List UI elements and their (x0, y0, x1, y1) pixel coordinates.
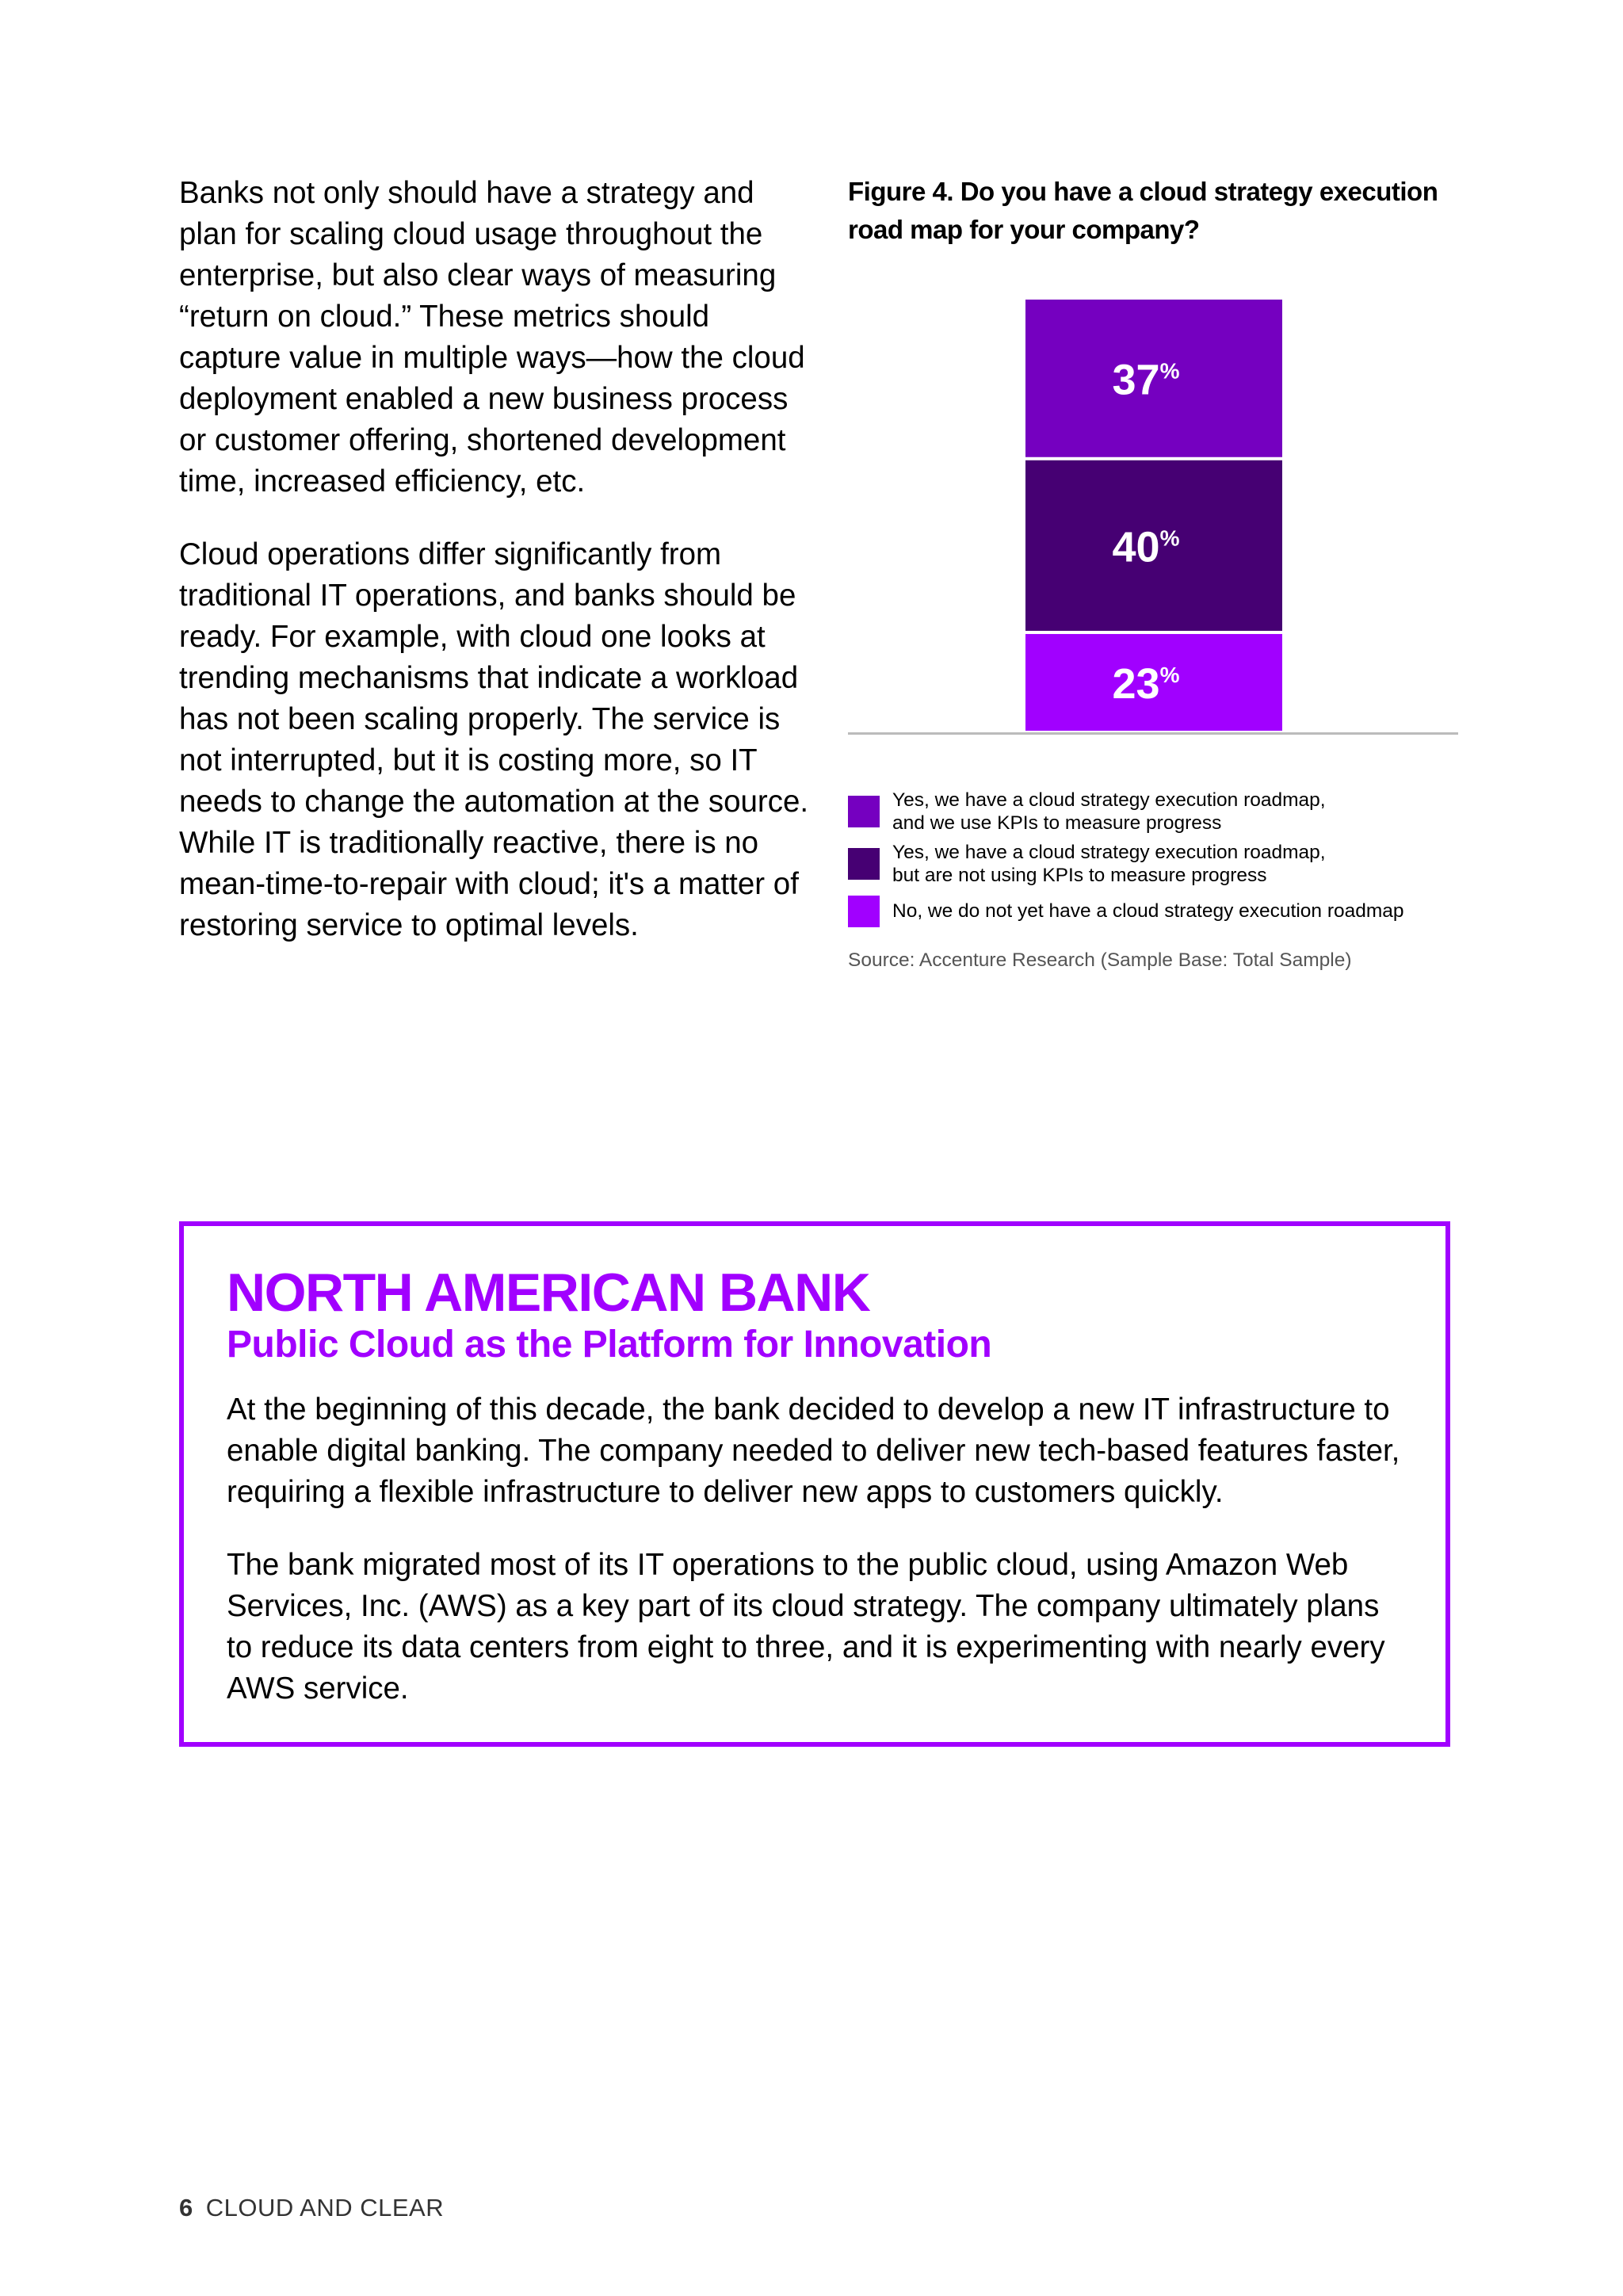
figure-title: Figure 4. Do you have a cloud strategy execution road map for your company? (848, 177, 1438, 244)
body-text-column (179, 173, 813, 978)
figure-source: Source: Accenture Research (Sample Base: Total Sample) (848, 949, 1352, 971)
legend-swatch (848, 848, 880, 880)
bar-value-label: 23% (1112, 659, 1180, 708)
chart-svg (848, 296, 1458, 742)
body-paragraph: Banks not only should have a strategy and plan for scaling cloud usage throughout the enterprise, but also clear ways of measuring “return on cloud.” These metrics should capture value in multiple ways—how the cloud deployment enabled a new business process or customer offering, shortened development time, increased efficiency, etc. (179, 176, 805, 499)
page-number: 6 (179, 2194, 193, 2222)
legend-item-no-roadmap (848, 893, 1482, 931)
bar-value-label: 37% (1112, 356, 1180, 404)
legend-label-line: Yes, we have a cloud strategy execution roadmap, (892, 789, 1326, 811)
case-study-box (179, 1221, 1450, 1747)
legend-item-no-kpis (848, 841, 1482, 887)
legend-label-line: but are not using KPIs to measure progress (892, 865, 1267, 886)
legend-item-kpis (848, 789, 1482, 835)
body-paragraph: Cloud operations differ significantly from traditional IT operations, and banks should be ready. For example, with cloud one looks at trending mechanisms that indicate a workload has not been scaling properly. The service is not interrupted, but it is costing more, so IT needs to change the automation at the source. While IT is traditionally reactive, there is no mean-time-to-repair with cloud; it's a matter of restoring service to optimal levels. (179, 537, 809, 942)
case-study-subtitle: Public Cloud as the Platform for Innovation (227, 1324, 992, 1366)
case-study-title: NORTH AMERICAN BANK (227, 1263, 870, 1323)
stacked-bar-chart (848, 296, 1458, 742)
legend-swatch (848, 896, 880, 927)
chart-legend (848, 789, 1482, 938)
legend-label-line: No, we do not yet have a cloud strategy execution roadmap (892, 900, 1404, 922)
bar-value-label: 40% (1112, 523, 1180, 571)
publication-title: CLOUD AND CLEAR (205, 2194, 445, 2222)
page-footer (179, 2194, 444, 2222)
legend-label-line: and we use KPIs to measure progress (892, 812, 1222, 834)
case-study-paragraph: The bank migrated most of its IT operations to the public cloud, using Amazon Web Services, Inc. (AWS) as a key part of its cloud strategy. The company ultimately plans to reduce its data centers from eight to three, and it is experimenting with nearly every AWS service. (227, 1548, 1385, 1706)
legend-label-line: Yes, we have a cloud strategy execution roadmap, (892, 842, 1326, 863)
case-study-paragraph: At the beginning of this decade, the bank decided to develop a new IT infrastructure to enable digital banking. The company needed to deliver new tech-based features faster, requiring a flexible infrastructure to deliver new apps to customers quickly. (227, 1392, 1400, 1509)
legend-swatch (848, 796, 880, 827)
